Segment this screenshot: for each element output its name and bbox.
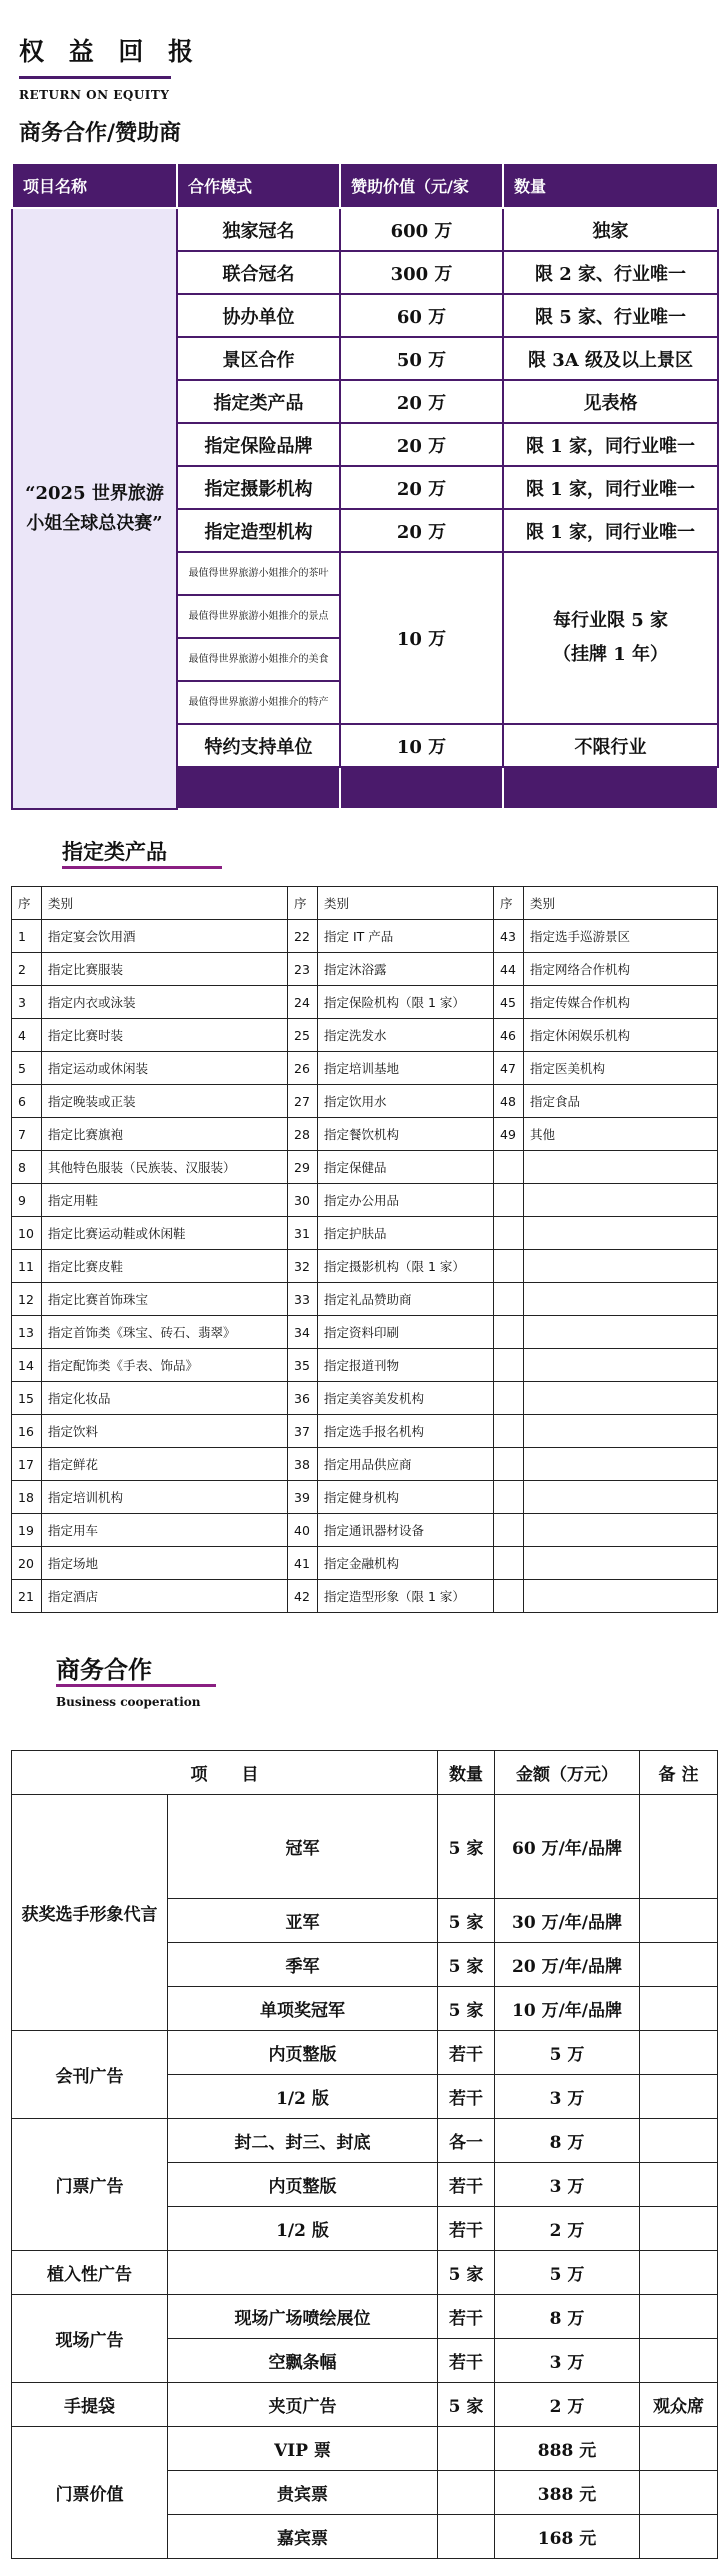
- business-amount: 10 万/年/品牌: [495, 1987, 640, 2031]
- product-category: [524, 1382, 718, 1415]
- business-amount: 2 万: [495, 2207, 640, 2251]
- product-category: 指定 IT 产品: [318, 920, 494, 953]
- product-category: [524, 1283, 718, 1316]
- product-number: 45: [494, 986, 524, 1019]
- product-category: 指定传媒合作机构: [524, 986, 718, 1019]
- business-note: [640, 1987, 718, 2031]
- product-category: 指定报道刊物: [318, 1349, 494, 1382]
- product-number: 32: [288, 1250, 318, 1283]
- product-number: 2: [12, 953, 42, 986]
- product-number: 36: [288, 1382, 318, 1415]
- sponsor-quantity: 不限行业: [503, 724, 718, 767]
- product-category: 指定礼品赞助商: [318, 1283, 494, 1316]
- business-note: [640, 1899, 718, 1943]
- product-category: [524, 1481, 718, 1514]
- sponsor-quantity: [503, 552, 718, 724]
- product-number: [494, 1448, 524, 1481]
- product-category: [524, 1184, 718, 1217]
- business-item: [168, 2251, 438, 2295]
- sponsor-value: 50 万: [340, 337, 503, 380]
- table-row: [12, 1118, 718, 1151]
- table-row: [12, 1283, 718, 1316]
- business-item: 1/2 版: [168, 2075, 438, 2119]
- product-number: [494, 1217, 524, 1250]
- business-amount: 168 元: [495, 2515, 640, 2559]
- cooperation-mode: 指定类产品: [177, 380, 340, 423]
- product-number: 10: [12, 1217, 42, 1250]
- product-number: 27: [288, 1085, 318, 1118]
- business-amount: 5 万: [495, 2251, 640, 2295]
- cooperation-mode: 指定摄影机构: [177, 466, 340, 509]
- product-number: 33: [288, 1283, 318, 1316]
- product-category: 指定保健品: [318, 1151, 494, 1184]
- business-note: [640, 2119, 718, 2163]
- business-note: [640, 2163, 718, 2207]
- product-number: 6: [12, 1085, 42, 1118]
- product-number: 37: [288, 1415, 318, 1448]
- table-row: [12, 1052, 718, 1085]
- section-divider: [62, 866, 222, 869]
- product-category: [524, 1415, 718, 1448]
- sponsorship-header-row: [12, 163, 718, 208]
- footer-cell: [177, 767, 340, 809]
- product-category: 指定比赛运动鞋或休闲鞋: [42, 1217, 288, 1250]
- product-number: 24: [288, 986, 318, 1019]
- table-row: [12, 1250, 718, 1283]
- sponsorship-section-title: 商务合作/赞助商: [19, 120, 182, 146]
- product-number: 30: [288, 1184, 318, 1217]
- business-item: 单项奖冠军: [168, 1987, 438, 2031]
- business-amount: 888 元: [495, 2427, 640, 2471]
- sponsorship-table: [11, 162, 719, 810]
- business-item: VIP 票: [168, 2427, 438, 2471]
- product-number: [494, 1382, 524, 1415]
- table-row: [12, 2119, 718, 2163]
- business-qty: 若干: [438, 2207, 495, 2251]
- product-category: [524, 1316, 718, 1349]
- cooperation-mode: 联合冠名: [177, 251, 340, 294]
- product-category: 指定保险机构（限 1 家）: [318, 986, 494, 1019]
- product-number: [494, 1547, 524, 1580]
- product-category: 指定护肤品: [318, 1217, 494, 1250]
- sponsor-value: 10 万: [340, 724, 503, 767]
- product-number: 21: [12, 1580, 42, 1613]
- table-row: [12, 1448, 718, 1481]
- product-category: 指定选手巡游景区: [524, 920, 718, 953]
- business-note: [640, 2207, 718, 2251]
- business-qty: 5 家: [438, 2383, 495, 2427]
- product-category: 指定资料印刷: [318, 1316, 494, 1349]
- business-note: [640, 2251, 718, 2295]
- table-row: [12, 1184, 718, 1217]
- column-header: 序: [494, 887, 524, 920]
- business-qty: 5 家: [438, 1795, 495, 1899]
- product-number: 41: [288, 1547, 318, 1580]
- sponsor-quantity: 见表格: [503, 380, 718, 423]
- business-section-title: 商务合作: [56, 1655, 152, 1684]
- product-category: 指定选手报名机构: [318, 1415, 494, 1448]
- table-row: [12, 2031, 718, 2075]
- business-note: [640, 2031, 718, 2075]
- business-category: 植入性广告: [12, 2251, 168, 2295]
- table-row: [12, 1481, 718, 1514]
- product-number: 48: [494, 1085, 524, 1118]
- business-category: 现场广告: [12, 2295, 168, 2383]
- table-row: [12, 1580, 718, 1613]
- business-qty: [438, 2427, 495, 2471]
- quantity-limit: 每行业限 5 家: [552, 610, 669, 631]
- product-number: 49: [494, 1118, 524, 1151]
- product-number: 22: [288, 920, 318, 953]
- sponsor-value: 300 万: [340, 251, 503, 294]
- business-category: 会刊广告: [12, 2031, 168, 2119]
- quantity-term: （挂牌 1 年）: [552, 644, 669, 665]
- product-number: 23: [288, 953, 318, 986]
- products-header-row: [12, 887, 718, 920]
- product-number: 29: [288, 1151, 318, 1184]
- business-amount: 3 万: [495, 2339, 640, 2383]
- business-item: 封二、封三、封底: [168, 2119, 438, 2163]
- product-category: 指定培训机构: [42, 1481, 288, 1514]
- product-number: 19: [12, 1514, 42, 1547]
- cooperation-mode: 指定造型机构: [177, 509, 340, 552]
- table-row: [12, 986, 718, 1019]
- product-number: 9: [12, 1184, 42, 1217]
- product-category: 指定比赛首饰珠宝: [42, 1283, 288, 1316]
- business-item: 1/2 版: [168, 2207, 438, 2251]
- business-subtitle: Business cooperation: [56, 1695, 201, 1709]
- business-qty: 若干: [438, 2295, 495, 2339]
- product-category: 指定酒店: [42, 1580, 288, 1613]
- table-row: [12, 1316, 718, 1349]
- product-category: 指定食品: [524, 1085, 718, 1118]
- business-amount: 3 万: [495, 2075, 640, 2119]
- column-header: 合作模式: [177, 163, 340, 208]
- product-category: 指定通讯器材设备: [318, 1514, 494, 1547]
- column-header: 数量: [438, 1751, 495, 1795]
- business-amount: 8 万: [495, 2295, 640, 2339]
- sponsor-value: 60 万: [340, 294, 503, 337]
- business-amount: 2 万: [495, 2383, 640, 2427]
- business-amount: 20 万/年/品牌: [495, 1943, 640, 1987]
- product-category: [524, 1217, 718, 1250]
- table-row: [12, 1382, 718, 1415]
- product-category: 指定健身机构: [318, 1481, 494, 1514]
- sponsor-quantity: 限 1 家，同行业唯一: [503, 466, 718, 509]
- product-number: 4: [12, 1019, 42, 1052]
- business-note: [640, 2427, 718, 2471]
- business-note: 观众席: [640, 2383, 718, 2427]
- product-category: 指定摄影机构（限 1 家）: [318, 1250, 494, 1283]
- business-qty: 5 家: [438, 1943, 495, 1987]
- business-amount: 3 万: [495, 2163, 640, 2207]
- product-number: 40: [288, 1514, 318, 1547]
- product-category: [524, 1580, 718, 1613]
- title-divider: [19, 76, 171, 79]
- table-row: [12, 2383, 718, 2427]
- product-number: 28: [288, 1118, 318, 1151]
- table-row: [12, 1795, 718, 1899]
- business-note: [640, 2515, 718, 2559]
- business-item: 贵宾票: [168, 2471, 438, 2515]
- product-category: 指定鲜花: [42, 1448, 288, 1481]
- product-number: 5: [12, 1052, 42, 1085]
- sponsor-quantity: 限 1 家，同行业唯一: [503, 509, 718, 552]
- table-row: [12, 1217, 718, 1250]
- table-row: [12, 1019, 718, 1052]
- business-note: [640, 2471, 718, 2515]
- product-category: 指定餐饮机构: [318, 1118, 494, 1151]
- product-number: [494, 1250, 524, 1283]
- business-note: [640, 1943, 718, 1987]
- product-number: 18: [12, 1481, 42, 1514]
- business-qty: 5 家: [438, 1899, 495, 1943]
- product-number: 8: [12, 1151, 42, 1184]
- product-number: 34: [288, 1316, 318, 1349]
- business-item: 季军: [168, 1943, 438, 1987]
- product-category: 指定医美机构: [524, 1052, 718, 1085]
- business-item: 内页整版: [168, 2163, 438, 2207]
- product-number: [494, 1349, 524, 1382]
- page-title: 权 益 回 报: [19, 37, 202, 66]
- products-table: [11, 886, 718, 1613]
- business-amount: 388 元: [495, 2471, 640, 2515]
- product-category: [524, 1250, 718, 1283]
- product-number: 38: [288, 1448, 318, 1481]
- product-category: 指定比赛旗袍: [42, 1118, 288, 1151]
- sponsor-quantity: 独家: [503, 208, 718, 251]
- product-category: 指定比赛时装: [42, 1019, 288, 1052]
- product-category: 指定比赛皮鞋: [42, 1250, 288, 1283]
- cooperation-mode: 景区合作: [177, 337, 340, 380]
- column-header: 数量: [503, 163, 718, 208]
- recommended-category: 最值得世界旅游小姐推介的美食: [177, 638, 340, 681]
- cooperation-mode: 指定保险品牌: [177, 423, 340, 466]
- product-number: 3: [12, 986, 42, 1019]
- table-row: [12, 2251, 718, 2295]
- product-category: 指定培训基地: [318, 1052, 494, 1085]
- recommended-category: 最值得世界旅游小姐推介的特产: [177, 681, 340, 724]
- business-qty: [438, 2471, 495, 2515]
- business-note: [640, 2075, 718, 2119]
- product-number: [494, 1283, 524, 1316]
- cooperation-mode: 独家冠名: [177, 208, 340, 251]
- product-category: 指定休闲娱乐机构: [524, 1019, 718, 1052]
- product-category: 指定首饰类《珠宝、砖石、翡翠》: [42, 1316, 288, 1349]
- business-qty: [438, 2515, 495, 2559]
- product-category: 指定配饰类《手表、饰品》: [42, 1349, 288, 1382]
- column-header: 类别: [42, 887, 288, 920]
- product-number: [494, 1580, 524, 1613]
- business-qty: 若干: [438, 2163, 495, 2207]
- sponsor-value: 20 万: [340, 466, 503, 509]
- product-category: [524, 1547, 718, 1580]
- product-category: 指定晚装或正装: [42, 1085, 288, 1118]
- business-qty: 若干: [438, 2031, 495, 2075]
- sponsor-quantity: 限 2 家、行业唯一: [503, 251, 718, 294]
- column-header: 序: [12, 887, 42, 920]
- product-category: 指定饮用水: [318, 1085, 494, 1118]
- product-category: 指定美容美发机构: [318, 1382, 494, 1415]
- product-number: 31: [288, 1217, 318, 1250]
- product-category: 指定金融机构: [318, 1547, 494, 1580]
- product-number: [494, 1151, 524, 1184]
- business-item: 冠军: [168, 1795, 438, 1899]
- product-category: 指定网络合作机构: [524, 953, 718, 986]
- business-item: 空飘条幅: [168, 2339, 438, 2383]
- table-row: [12, 2295, 718, 2339]
- product-number: [494, 1316, 524, 1349]
- product-number: 17: [12, 1448, 42, 1481]
- product-number: 20: [12, 1547, 42, 1580]
- product-category: [524, 1448, 718, 1481]
- products-section-title: 指定类产品: [62, 839, 167, 864]
- column-header: 序: [288, 887, 318, 920]
- column-header: 赞助价值（元/家: [340, 163, 503, 208]
- business-item: 亚军: [168, 1899, 438, 1943]
- product-number: 44: [494, 953, 524, 986]
- sponsor-value: 600 万: [340, 208, 503, 251]
- table-row: [12, 1514, 718, 1547]
- business-category: 手提袋: [12, 2383, 168, 2427]
- business-amount: 60 万/年/品牌: [495, 1795, 640, 1899]
- product-category: 指定场地: [42, 1547, 288, 1580]
- column-header: 项 目: [12, 1751, 438, 1795]
- recommended-category: 最值得世界旅游小姐推介的茶叶: [177, 552, 340, 595]
- table-row: [12, 1085, 718, 1118]
- product-number: 11: [12, 1250, 42, 1283]
- business-item: 内页整版: [168, 2031, 438, 2075]
- business-item: 夹页广告: [168, 2383, 438, 2427]
- column-header: 类别: [524, 887, 718, 920]
- product-number: 12: [12, 1283, 42, 1316]
- product-number: 26: [288, 1052, 318, 1085]
- product-number: 25: [288, 1019, 318, 1052]
- cooperation-mode: 协办单位: [177, 294, 340, 337]
- product-category: [524, 1514, 718, 1547]
- business-qty: 各一: [438, 2119, 495, 2163]
- business-qty: 5 家: [438, 2251, 495, 2295]
- product-number: 15: [12, 1382, 42, 1415]
- product-number: [494, 1514, 524, 1547]
- product-category: 指定饮料: [42, 1415, 288, 1448]
- business-amount: 8 万: [495, 2119, 640, 2163]
- sponsor-value: 20 万: [340, 509, 503, 552]
- product-number: 16: [12, 1415, 42, 1448]
- business-qty: 5 家: [438, 1987, 495, 2031]
- table-row: [12, 953, 718, 986]
- product-category: 指定运动或休闲装: [42, 1052, 288, 1085]
- table-row: [12, 2427, 718, 2471]
- sponsor-quantity: 限 3A 级及以上景区: [503, 337, 718, 380]
- table-row: [12, 1151, 718, 1184]
- product-number: 1: [12, 920, 42, 953]
- sponsor-quantity: 限 5 家、行业唯一: [503, 294, 718, 337]
- product-category: 指定用品供应商: [318, 1448, 494, 1481]
- product-category: [524, 1349, 718, 1382]
- product-category: 指定内衣或泳装: [42, 986, 288, 1019]
- product-number: 43: [494, 920, 524, 953]
- cooperation-mode: 特约支持单位: [177, 724, 340, 767]
- sponsor-quantity: 限 1 家，同行业唯一: [503, 423, 718, 466]
- product-category: 其他: [524, 1118, 718, 1151]
- product-number: 13: [12, 1316, 42, 1349]
- footer-cell: [503, 767, 718, 809]
- business-table: [11, 1750, 718, 2559]
- business-category: 获奖选手形象代言: [12, 1795, 168, 2031]
- product-number: 35: [288, 1349, 318, 1382]
- product-category: 指定宴会饮用酒: [42, 920, 288, 953]
- footer-cell: [340, 767, 503, 809]
- business-category: 门票价值: [12, 2427, 168, 2559]
- business-note: [640, 1795, 718, 1899]
- business-category: 门票广告: [12, 2119, 168, 2251]
- product-category: 指定用鞋: [42, 1184, 288, 1217]
- product-number: 14: [12, 1349, 42, 1382]
- product-number: [494, 1415, 524, 1448]
- product-category: 指定造型形象（限 1 家）: [318, 1580, 494, 1613]
- column-header: 类别: [318, 887, 494, 920]
- business-qty: 若干: [438, 2075, 495, 2119]
- column-header: 项目名称: [12, 163, 177, 208]
- business-amount: 30 万/年/品牌: [495, 1899, 640, 1943]
- sponsor-value: 10 万: [340, 552, 503, 724]
- business-amount: 5 万: [495, 2031, 640, 2075]
- table-row: [12, 1349, 718, 1382]
- business-note: [640, 2339, 718, 2383]
- product-category: [524, 1151, 718, 1184]
- product-number: 42: [288, 1580, 318, 1613]
- product-category: 指定办公用品: [318, 1184, 494, 1217]
- table-row: [12, 1547, 718, 1580]
- product-number: 46: [494, 1019, 524, 1052]
- product-category: 指定化妆品: [42, 1382, 288, 1415]
- table-row: [12, 920, 718, 953]
- business-note: [640, 2295, 718, 2339]
- business-item: 嘉宾票: [168, 2515, 438, 2559]
- table-row: [12, 208, 718, 251]
- product-category: 指定比赛服装: [42, 953, 288, 986]
- recommended-category: 最值得世界旅游小姐推介的景点: [177, 595, 340, 638]
- product-category: 指定洗发水: [318, 1019, 494, 1052]
- project-name: “2025 世界旅游小姐全球总决赛”: [12, 208, 177, 809]
- product-number: 7: [12, 1118, 42, 1151]
- sponsor-value: 20 万: [340, 423, 503, 466]
- column-header: 备 注: [640, 1751, 718, 1795]
- column-header: 金额（万元）: [495, 1751, 640, 1795]
- business-qty: 若干: [438, 2339, 495, 2383]
- product-category: 指定沐浴露: [318, 953, 494, 986]
- product-number: [494, 1184, 524, 1217]
- product-category: 其他特色服装（民族装、汉服装）: [42, 1151, 288, 1184]
- product-number: 47: [494, 1052, 524, 1085]
- product-number: [494, 1481, 524, 1514]
- table-row: [12, 1415, 718, 1448]
- section-divider: [56, 1684, 216, 1687]
- page-subtitle: RETURN ON EQUITY: [19, 88, 170, 102]
- sponsor-value: 20 万: [340, 380, 503, 423]
- product-category: 指定用车: [42, 1514, 288, 1547]
- business-header-row: [12, 1751, 718, 1795]
- product-number: 39: [288, 1481, 318, 1514]
- business-item: 现场广场喷绘展位: [168, 2295, 438, 2339]
